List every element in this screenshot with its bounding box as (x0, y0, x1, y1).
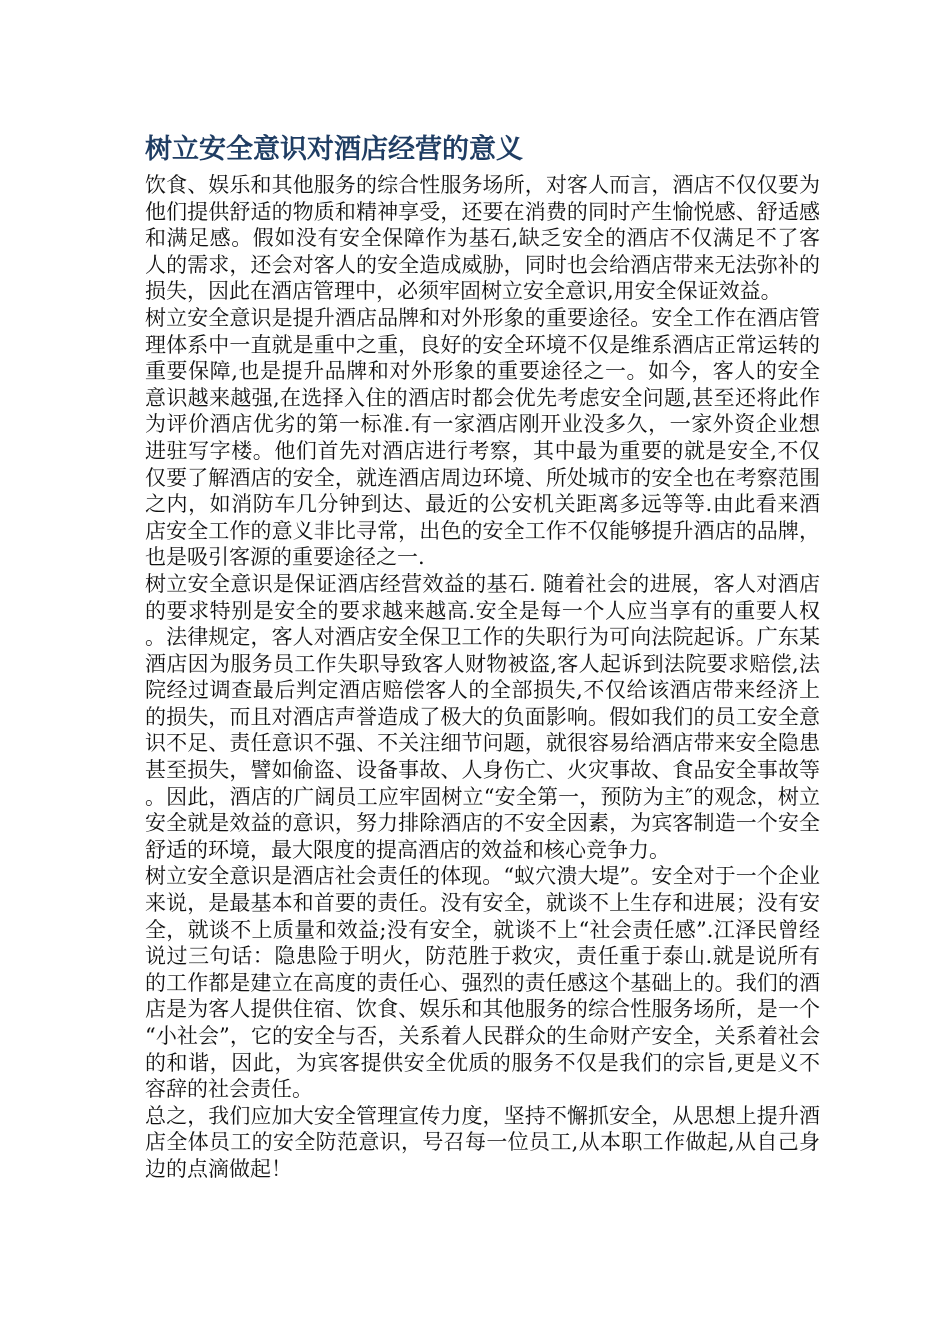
paragraph-business-benefit: 树立安全意识是保证酒店经营效益的基石. 随着社会的进展，客人对酒店的要求特别是安全的要求越来越高.安全是每一个人应当享有的重要人权。法律规定，客人对酒店安全保卫工作的失职行为可向法院起诉。广东某酒店因为服务员工作失职导致客人财物被盗,客人起诉到法院要求赔偿,法院经过调查最后判定酒店赔偿客人的全部损失,不仅给该酒店带来经济上的损失，而且对酒店声誉造成了极大的负面影响。假如我们的员工安全意识不足、责任意识不强、不关注细节问题，就很容易给酒店带来安全隐患甚至损失，譬如偷盗、设备事故、人身伤亡、火灾事故、食品安全事故等。因此，酒店的广阔员工应牢固树立“安全第一，预防为主″的观念，树立安全就是效益的意识，努力排除酒店的不安全因素，为宾客制造一个安全舒适的环境，最大限度的提高酒店的效益和核心竞争力。 (145, 571, 820, 862)
paragraph-brand-image: 树立安全意识是提升酒店品牌和对外形象的重要途径。安全工作在酒店管理体系中一直就是重中之重，良好的安全环境不仅是维系酒店正常运转的重要保障,也是提升品牌和对外形象的重要途径之一。如今，客人的安全意识越来越强,在选择入住的酒店时都会优先考虑安全问题,甚至还将此作为评价酒店优劣的第一标准.有一家酒店刚开业没多久，一家外资企业想进驻写字楼。他们首先对酒店进行考察，其中最为重要的就是安全,不仅仅要了解酒店的安全，就连酒店周边环境、所处城市的安全也在考察范围之内，如消防车几分钟到达、最近的公安机关距离多远等等.由此看来酒店安全工作的意义非比寻常，出色的安全工作不仅能够提升酒店的品牌，也是吸引客源的重要途径之一. (145, 305, 820, 570)
document-title: 树立安全意识对酒店经营的意义 (145, 134, 523, 165)
paragraph-intro: 饮食、娱乐和其他服务的综合性服务场所，对客人而言，酒店不仅仅要为他们提供舒适的物质和精神享受，还要在消费的同时产生愉悦感、舒适感和满足感。假如没有安全保障作为基石,缺乏安全的酒店不仅满足不了客人的需求，还会对客人的安全造成威胁，同时也会给酒店带来无法弥补的损失，因此在酒店管理中，必须牢固树立安全意识,用安全保证效益。 (145, 173, 820, 304)
paragraph-conclusion: 总之，我们应加大安全管理宣传力度，坚持不懈抓安全，从思想上提升酒店全体员工的安全防范意识，号召每一位员工,从本职工作做起,从自己身边的点滴做起！ (145, 1103, 820, 1181)
document-content (145, 128, 820, 1183)
paragraph-social-responsibility: 树立安全意识是酒店社会责任的体现。“蚁穴溃大堤”。安全对于一个企业来说，是最基本和首要的责任。没有安全，就谈不上生存和进展；没有安全，就谈不上质量和效益;没有安全，就谈不上“社会责任感”.江泽民曾经说过三句话：隐患险于明火，防范胜于救灾，责任重于泰山.就是说所有的工作都是建立在高度的责任心、强烈的责任感这个基础上的。我们的酒店是为客人提供住宿、饮食、娱乐和其他服务的综合性服务场所，是一个“小社会”，它的安全与否，关系着人民群众的生命财产安全，关系着社会的和谐，因此，为宾客提供安全优质的服务不仅是我们的宗旨,更是义不容辞的社会责任。 (145, 864, 820, 1102)
document-body (145, 172, 820, 1183)
